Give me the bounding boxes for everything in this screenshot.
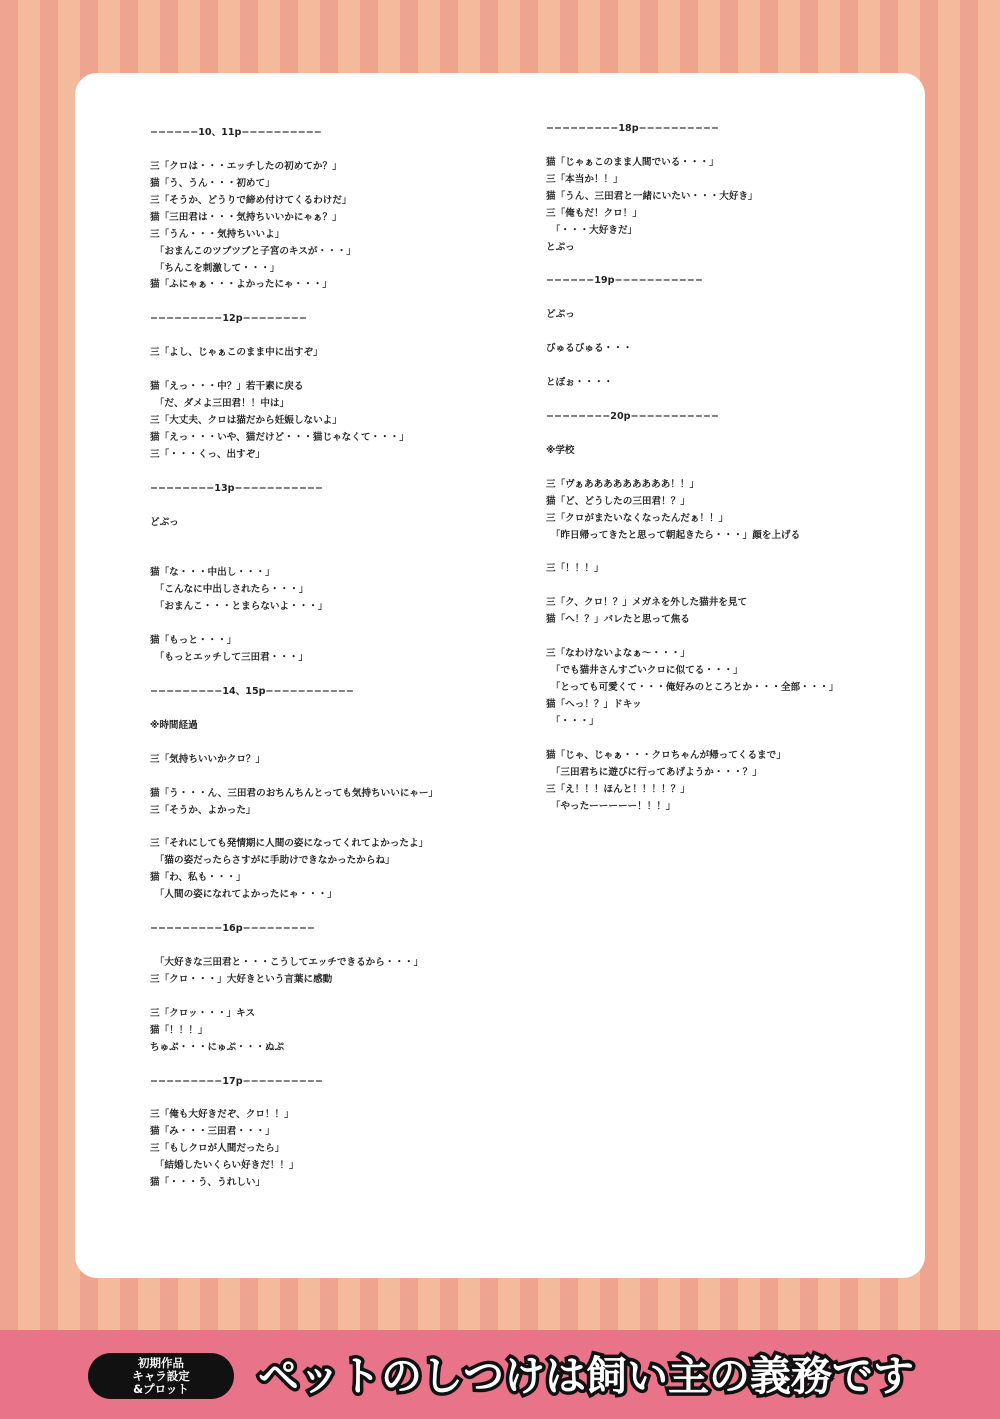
badge-line-1: 初期作品 <box>138 1355 184 1370</box>
script-line <box>546 460 838 477</box>
script-line: 「おまんこ・・・とまらないよ・・・」 <box>150 601 328 613</box>
script-line: とぷっ <box>546 241 575 253</box>
script-line: 「とっても可愛くて・・・俺好みのところとか・・・全部・・・」 <box>546 681 839 693</box>
script-line: −−−−−−−−13p−−−−−−−−−−− <box>150 482 323 494</box>
script-line: 猫「・・・う、うれしい」 <box>150 1177 266 1189</box>
script-line <box>150 989 438 1006</box>
script-line <box>150 532 438 549</box>
script-line: −−−−−−−−−18p−−−−−−−−−− <box>546 123 719 134</box>
script-line: どぷっ <box>546 309 575 321</box>
script-line: 猫「う、うん・・・初めて」 <box>150 177 275 189</box>
script-line <box>150 701 438 718</box>
script-line <box>546 544 838 561</box>
script-line <box>150 362 438 379</box>
script-line: 「結婚したいくらい好きだ！！」 <box>150 1160 299 1172</box>
script-line: 猫「な・・・中出し・・・」 <box>150 567 275 579</box>
script-line: 猫「うん、三田君と一緒にいたい・・・大好き」 <box>546 190 758 202</box>
script-line: 三「うん・・・気持ちいいよ」 <box>150 228 285 240</box>
script-line: 猫「へっ！？」ドキッ <box>546 698 642 710</box>
script-line <box>546 290 838 307</box>
script-line <box>150 904 438 921</box>
script-line: 三「・・・くっ、出すぞ」 <box>150 448 265 460</box>
script-line: 「三田君ちに遊びに行ってあげようか・・・？」 <box>546 766 762 778</box>
script-column-right <box>546 121 838 815</box>
script-line: 「・・・」 <box>546 715 599 727</box>
script-line: 猫「わ、私も・・・」 <box>150 872 246 884</box>
script-line: −−−−−−−−20p−−−−−−−−−−− <box>546 410 719 422</box>
script-line: −−−−−−−−−14、15p−−−−−−−−−−− <box>150 685 354 697</box>
script-line <box>150 819 438 836</box>
script-line: 「でも猫井さんすごいクロに似てる・・・」 <box>546 665 743 676</box>
script-line: 三「ヴぁあああああああああ！！」 <box>546 478 700 490</box>
script-line: 三「そうか、どうりで締め付けてくるわけだ」 <box>150 194 352 206</box>
script-line <box>150 548 438 565</box>
script-line: 「大好きな三田君と・・・こうしてエッチできるから・・・」 <box>150 956 424 968</box>
script-line: 猫「へ！？」バレたと思って焦る <box>546 614 690 626</box>
section-badge <box>88 1353 234 1399</box>
script-line: 猫「じゃ、じゃぁ・・・クロちゃんが帰ってくるまで」 <box>546 749 786 761</box>
script-line: 三「本当か！！」 <box>546 173 623 185</box>
script-line: ※時間経過 <box>150 719 198 731</box>
script-line: 三「気持ちいいかクロ？」 <box>150 753 266 765</box>
script-line: 猫「もっと・・・」 <box>150 635 237 647</box>
script-line <box>150 142 438 159</box>
badge-line-3: &プロット <box>133 1381 189 1396</box>
script-line: 三「クロ・・・」大好きという言葉に感動 <box>150 973 333 985</box>
script-line: 三「よし、じゃぁこのまま中に出すぞ」 <box>150 347 323 359</box>
script-line: 「おまんこのツブツブと子宮のキスが・・・」 <box>150 245 356 257</box>
script-line: 「人間の姿になれてよかったにゃ・・・」 <box>150 889 337 901</box>
script-line: 三「もしクロが人間だったら」 <box>150 1143 285 1155</box>
script-line <box>150 464 438 481</box>
script-line: 三「クロは・・・エッチしたの初めてか？」 <box>150 160 342 172</box>
script-line: 三「それにしても発情期に人間の姿になってくれてよかったよ」 <box>150 838 429 850</box>
script-line: びゅるびゅる・・・ <box>546 343 633 355</box>
script-line: 猫「ど、どうしたの三田君！？」 <box>546 495 690 507</box>
script-line: 猫「！！！」 <box>150 1024 208 1036</box>
script-line <box>150 769 438 786</box>
badge-line-2: キャラ設定 <box>132 1368 190 1383</box>
script-line: 猫「三田君は・・・気持ちいいかにゃぁ？」 <box>150 211 342 223</box>
script-line <box>546 358 838 375</box>
script-line <box>150 498 438 515</box>
script-line <box>150 294 438 311</box>
script-line: 「だ、ダメよ三田君！！中は」 <box>150 398 290 409</box>
footer-title: ペットのしつけは飼い主の義務です <box>258 1352 914 1400</box>
script-line <box>150 667 438 684</box>
script-line <box>150 735 438 752</box>
script-line: 猫「ふにゃぁ・・・よかったにゃ・・・」 <box>150 279 332 291</box>
script-line <box>150 616 438 633</box>
script-line: 三「クロがまたいなくなったんだぁ！！」 <box>546 512 729 524</box>
script-line <box>150 328 438 345</box>
script-line <box>546 578 838 595</box>
script-line: 「もっとエッチして三田君・・・」 <box>150 652 309 664</box>
script-line: 三「俺も大好きだぞ、クロ！！」 <box>150 1109 294 1121</box>
script-line <box>546 731 838 748</box>
script-line: 「昨日帰ってきたと思って朝起きたら・・・」顔を上げる <box>546 529 801 541</box>
script-line: 「やったーーーーー！！！」 <box>546 800 676 812</box>
script-line: 三「大丈夫、クロは猫だから妊娠しないよ」 <box>150 414 342 426</box>
script-line <box>150 1090 438 1107</box>
script-line: 三「！！！」 <box>546 563 604 575</box>
script-line: 「こんなに中出しされたら・・・」 <box>150 584 309 596</box>
script-line: 三「え！！！ほんと！！！！？」 <box>546 783 690 795</box>
script-line: 三「なわけないよなぁ〜・・・」 <box>546 648 690 660</box>
script-line: 猫「み・・・三田君・・・」 <box>150 1126 275 1138</box>
script-line: 猫「う・・・ん、三田君のおちんちんとっても気持ちいいにゃー」 <box>150 787 439 799</box>
script-line: 三「ク、クロ！？」メガネを外した猫井を見て <box>546 597 748 609</box>
script-line <box>546 257 838 274</box>
script-line: とぽぉ・・・・ <box>546 377 614 389</box>
script-line: 「ちんこを刺激して・・・」 <box>150 262 280 274</box>
script-line <box>546 426 838 443</box>
script-line: −−−−−−10、11p−−−−−−−−−− <box>150 127 322 138</box>
script-line <box>150 938 438 955</box>
script-line: 猫「えっ・・・いや、猫だけど・・・猫じゃなくて・・・」 <box>150 431 409 443</box>
script-line <box>546 392 838 409</box>
script-line <box>546 324 838 341</box>
script-line: どぷっ <box>150 516 179 528</box>
script-line: −−−−−−19p−−−−−−−−−−− <box>546 275 703 287</box>
script-line <box>546 629 838 646</box>
script-line: −−−−−−−−−12p−−−−−−−− <box>150 313 307 325</box>
script-line: 猫「じゃぁこのまま人間でいる・・・」 <box>546 156 719 168</box>
script-line: −−−−−−−−−16p−−−−−−−−− <box>150 923 315 935</box>
script-line: 「猫の姿だったらさすがに手助けできなかったからね」 <box>150 855 395 867</box>
script-line: ※学校 <box>546 444 575 456</box>
script-line: −−−−−−−−−17p−−−−−−−−−− <box>150 1075 323 1087</box>
script-line: 三「そうか、よかった」 <box>150 804 256 816</box>
script-line: 三「クロッ・・・」キス <box>150 1007 256 1019</box>
script-line: ちゅぷ・・・にゅぷ・・・ぬぷ <box>150 1041 285 1053</box>
script-line <box>150 1057 438 1074</box>
script-line: 猫「えっ・・・中？」若干素に戻る <box>150 381 304 393</box>
script-line <box>546 138 838 155</box>
script-column-left <box>150 125 438 1192</box>
script-line: 三「俺もだ！クロ！」 <box>546 207 642 219</box>
script-panel <box>75 73 925 1278</box>
script-line: 「・・・大好きだ」 <box>546 224 638 236</box>
